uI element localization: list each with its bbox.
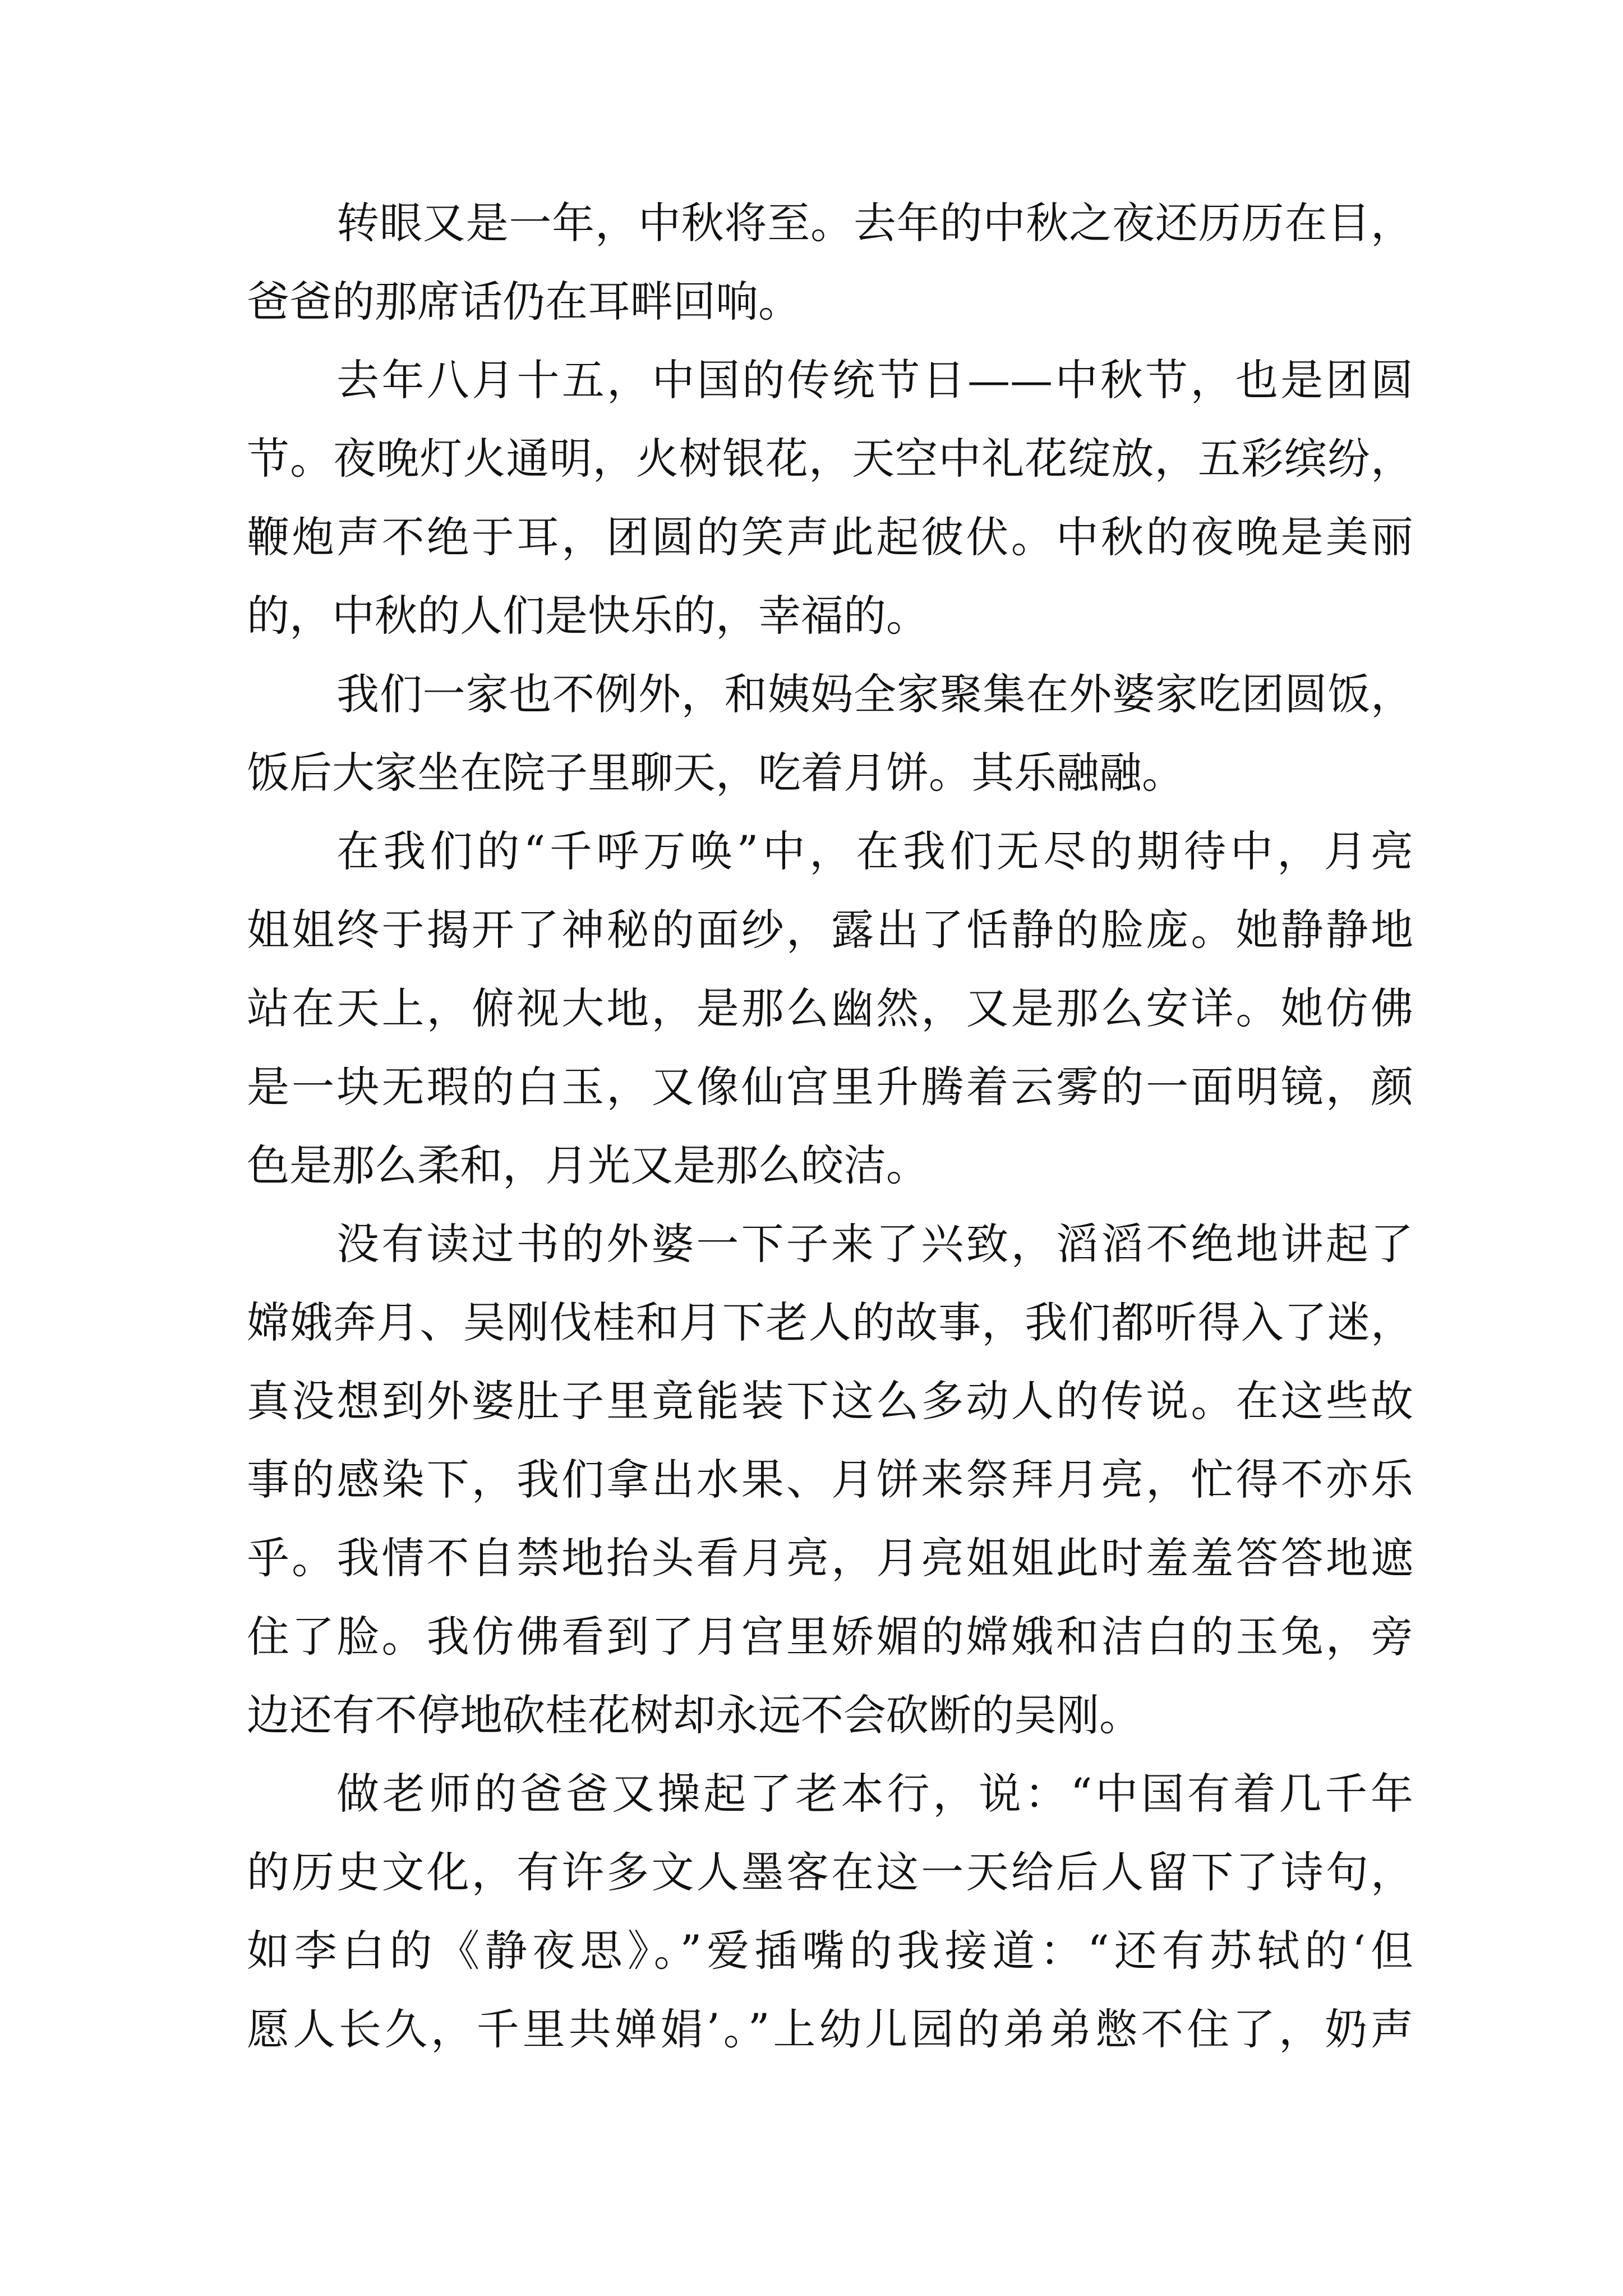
paragraph-3 [247,655,1413,812]
text-line: 真没想到外婆肚子里竟能装下这么多动人的传说。在这些故 [247,1376,1413,1426]
text-line: 姐姐终于揭开了神秘的面纱，露出了恬静的脸庞。她静静地 [247,905,1413,955]
text-line: 住了脸。我仿佛看到了月宫里娇媚的嫦娥和洁白的玉兔，旁 [247,1612,1413,1662]
text-line: 去年八月十五，中国的传统节日——中秋节，也是团圆 [336,355,1413,405]
paragraph-6 [247,1755,1413,2069]
text-line: 鞭炮声不绝于耳，团圆的笑声此起彼伏。中秋的夜晚是美丽 [247,512,1413,562]
text-line: 是一块无瑕的白玉，又像仙宫里升腾着云雾的一面明镜，颜 [247,1062,1413,1112]
text-line: 转眼又是一年，中秋将至。去年的中秋之夜还历历在目， [336,198,1413,248]
text-line: 如李白的《静夜思》。”爱插嘴的我接道：“还有苏轼的‘但 [247,1926,1413,1976]
text-line: 乎。我情不自禁地抬头看月亮，月亮姐姐此时羞羞答答地遮 [247,1533,1413,1583]
text-line: 爸爸的那席话仍在耳畔回响。 [247,277,801,326]
text-line: 没有读过书的外婆一下子来了兴致，滔滔不绝地讲起了 [336,1219,1413,1269]
text-line: 色是那么柔和，月光又是那么皎洁。 [247,1140,929,1190]
paragraph-1 [247,184,1413,341]
paragraph-4 [247,812,1413,1205]
text-line: 站在天上，俯视大地，是那么幽然，又是那么安详。她仿佛 [247,983,1413,1033]
paragraph-5 [247,1205,1413,1755]
text-line: 在我们的“千呼万唤”中，在我们无尽的期待中，月亮 [336,826,1413,876]
document-body [247,184,1413,2069]
text-line: 做老师的爸爸又操起了老本行，说：“中国有着几千年 [336,1769,1413,1819]
text-line: 愿人长久，千里共婵娟’。”上幼儿园的弟弟憋不住了，奶声 [247,2004,1413,2054]
text-line: 饭后大家坐在院子里聊天，吃着月饼。其乐融融。 [247,748,1184,798]
text-line: 我们一家也不例外，和姨妈全家聚集在外婆家吃团圆饭， [336,669,1413,719]
text-line: 的历史文化，有许多文人墨客在这一天给后人留下了诗句， [247,1847,1413,1897]
text-line: 边还有不停地砍桂花树却永远不会砍断的吴刚。 [247,1690,1142,1740]
text-line: 嫦娥奔月、吴刚伐桂和月下老人的故事，我们都听得入了迷， [247,1297,1413,1347]
text-line: 事的感染下，我们拿出水果、月饼来祭拜月亮，忙得不亦乐 [247,1455,1413,1504]
text-line: 的，中秋的人们是快乐的，幸福的。 [247,591,929,641]
paragraph-2 [247,341,1413,655]
text-line: 节。夜晚灯火通明，火树银花，天空中礼花绽放，五彩缤纷， [247,434,1413,484]
